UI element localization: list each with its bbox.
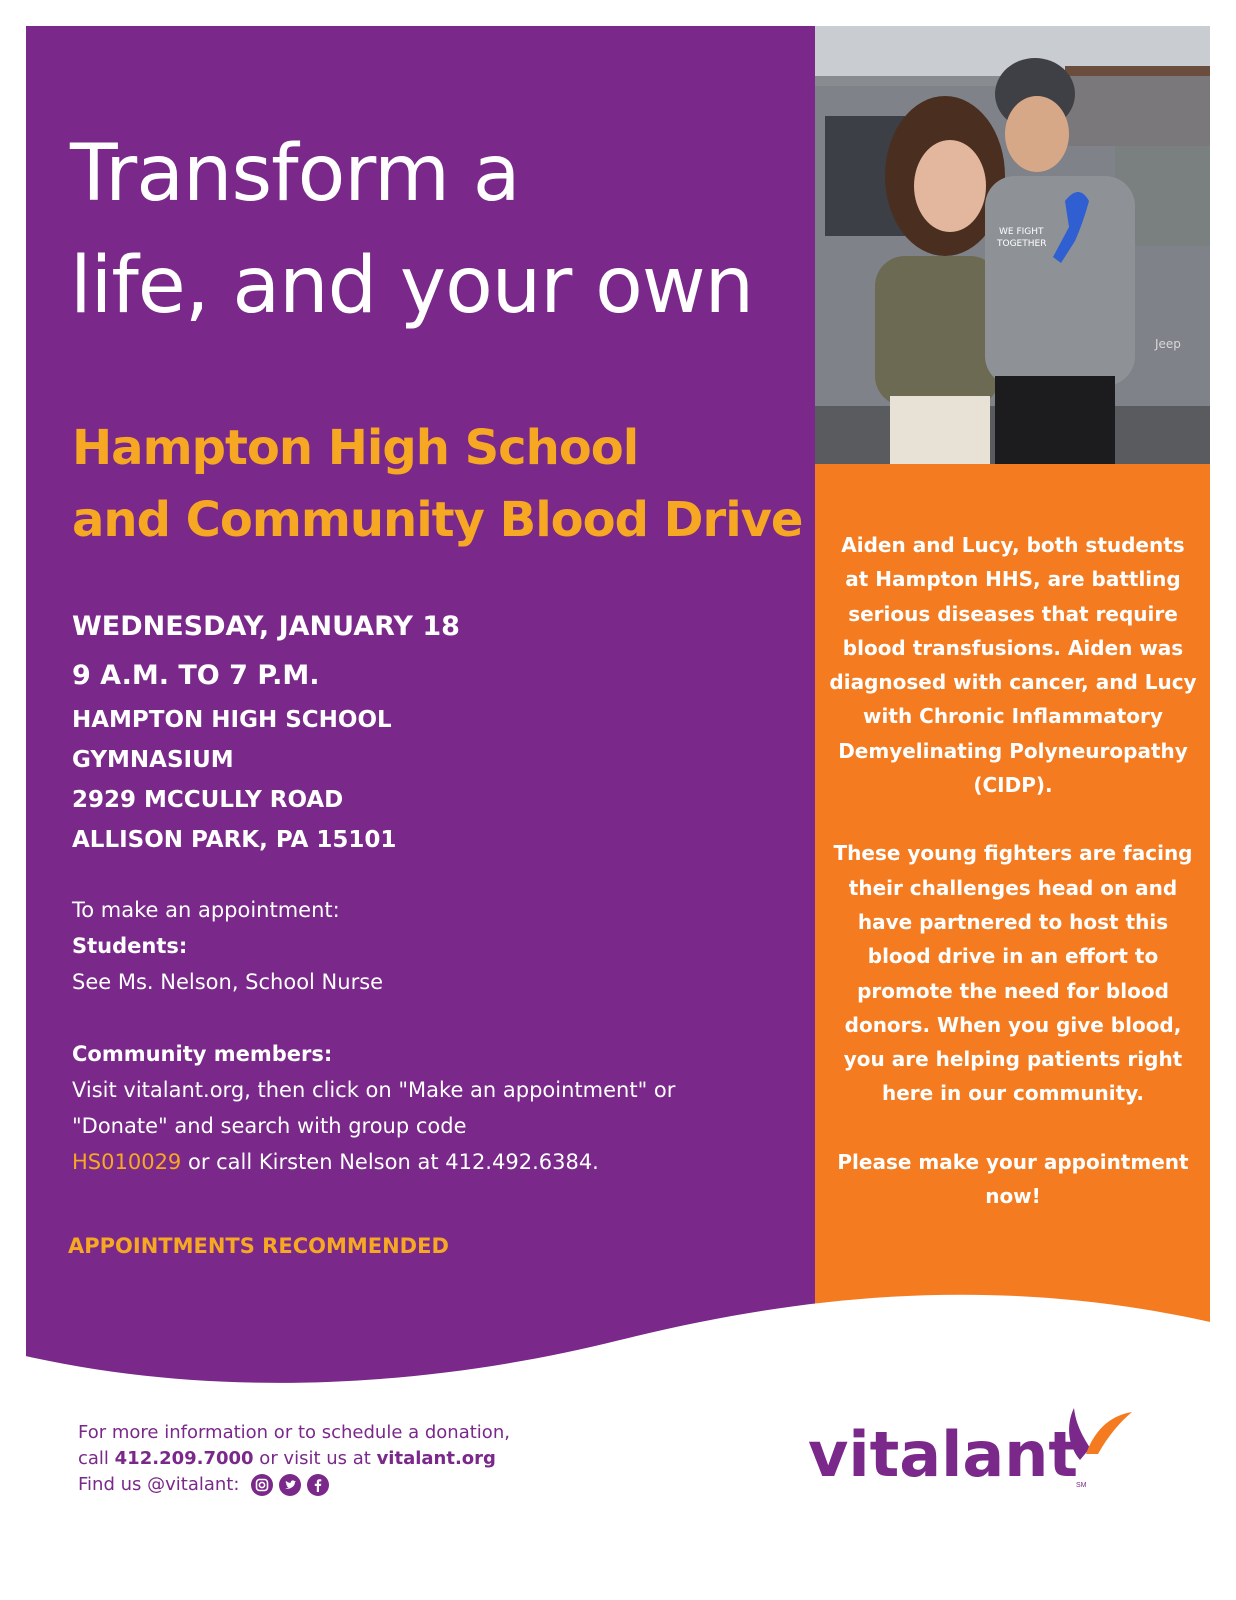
event-location-line-2: GYMNASIUM — [72, 747, 234, 773]
appointments-recommended: APPOINTMENTS RECOMMENDED — [68, 1234, 449, 1258]
community-line-2: "Donate" and search with group code — [72, 1114, 467, 1138]
students-label: Students: — [72, 934, 188, 958]
headline — [70, 118, 790, 342]
community-line-1: Visit vitalant.org, then click on "Make an appointment" or — [72, 1078, 676, 1102]
event-details — [72, 602, 772, 860]
story-paragraph-2: These young fighters are facing their challenges head on and have partnered to host this blood drive in an effort to promote the need for blood donors. When you give blood, you are helping patients right here in our community. — [833, 841, 1193, 1106]
spacer — [72, 1000, 792, 1036]
community-line-3 — [72, 1144, 792, 1180]
vitalant-wordmark: vitalant — [808, 1418, 1079, 1491]
svg-text:WE FIGHT: WE FIGHT — [999, 227, 1044, 237]
story-text — [828, 528, 1198, 1247]
facebook-icon[interactable] — [307, 1474, 329, 1496]
social-icons — [251, 1474, 329, 1496]
event-address-line-2: ALLISON PARK, PA 15101 — [72, 827, 397, 853]
footer-call-text: call — [78, 1448, 115, 1469]
students-text: See Ms. Nelson, School Nurse — [72, 970, 384, 994]
event-address-line-1: 2929 MCCULLY ROAD — [72, 787, 344, 813]
event-title — [72, 412, 812, 556]
service-mark: SM — [1076, 1482, 1087, 1489]
footer-line-1: For more information or to schedule a donation, — [78, 1422, 510, 1443]
twitter-icon[interactable] — [279, 1474, 301, 1496]
community-label: Community members: — [72, 1042, 333, 1066]
event-time: 9 A.M. TO 7 P.M. — [72, 660, 320, 691]
event-location-line-1: HAMPTON HIGH SCHOOL — [72, 707, 392, 733]
footer-info — [78, 1420, 638, 1498]
svg-text:Jeep: Jeep — [1155, 337, 1181, 351]
appointment-intro: To make an appointment: — [72, 898, 340, 922]
svg-text:TOGETHER: TOGETHER — [997, 239, 1047, 249]
footer-line-2 — [78, 1446, 638, 1472]
photo-aiden-and-lucy — [815, 26, 1210, 464]
headline-line-1: Transform a — [70, 129, 520, 219]
event-title-line-1: Hampton High School — [72, 420, 639, 476]
footer-phone[interactable]: 412.209.7000 — [114, 1448, 254, 1469]
footer-line-3 — [78, 1472, 638, 1498]
appointment-info — [72, 892, 792, 1180]
vitalant-logo — [808, 1400, 1148, 1510]
group-code: HS010029 — [72, 1150, 182, 1174]
event-title-line-2: and Community Blood Drive — [72, 492, 803, 548]
community-line-3-rest: or call Kirsten Nelson at 412.492.6384. — [181, 1150, 599, 1174]
story-paragraph-3: Please make your appointment now! — [837, 1149, 1189, 1209]
instagram-icon[interactable] — [251, 1474, 273, 1496]
footer-find-us: Find us @vitalant: — [78, 1474, 240, 1495]
event-date: WEDNESDAY, JANUARY 18 — [72, 611, 460, 642]
headline-line-2: life, and your own — [70, 241, 754, 331]
footer-website-link[interactable]: vitalant.org — [376, 1448, 496, 1469]
footer-visit-text: or visit us at — [253, 1448, 377, 1469]
story-paragraph-1: Aiden and Lucy, both students at Hampton HHS, are battling serious diseases that require blood transfusions. Aiden was diagnosed with cancer, and Lucy with Chronic Inflammatory Demyelinating Polyneuropathy (CIDP). — [829, 533, 1197, 798]
